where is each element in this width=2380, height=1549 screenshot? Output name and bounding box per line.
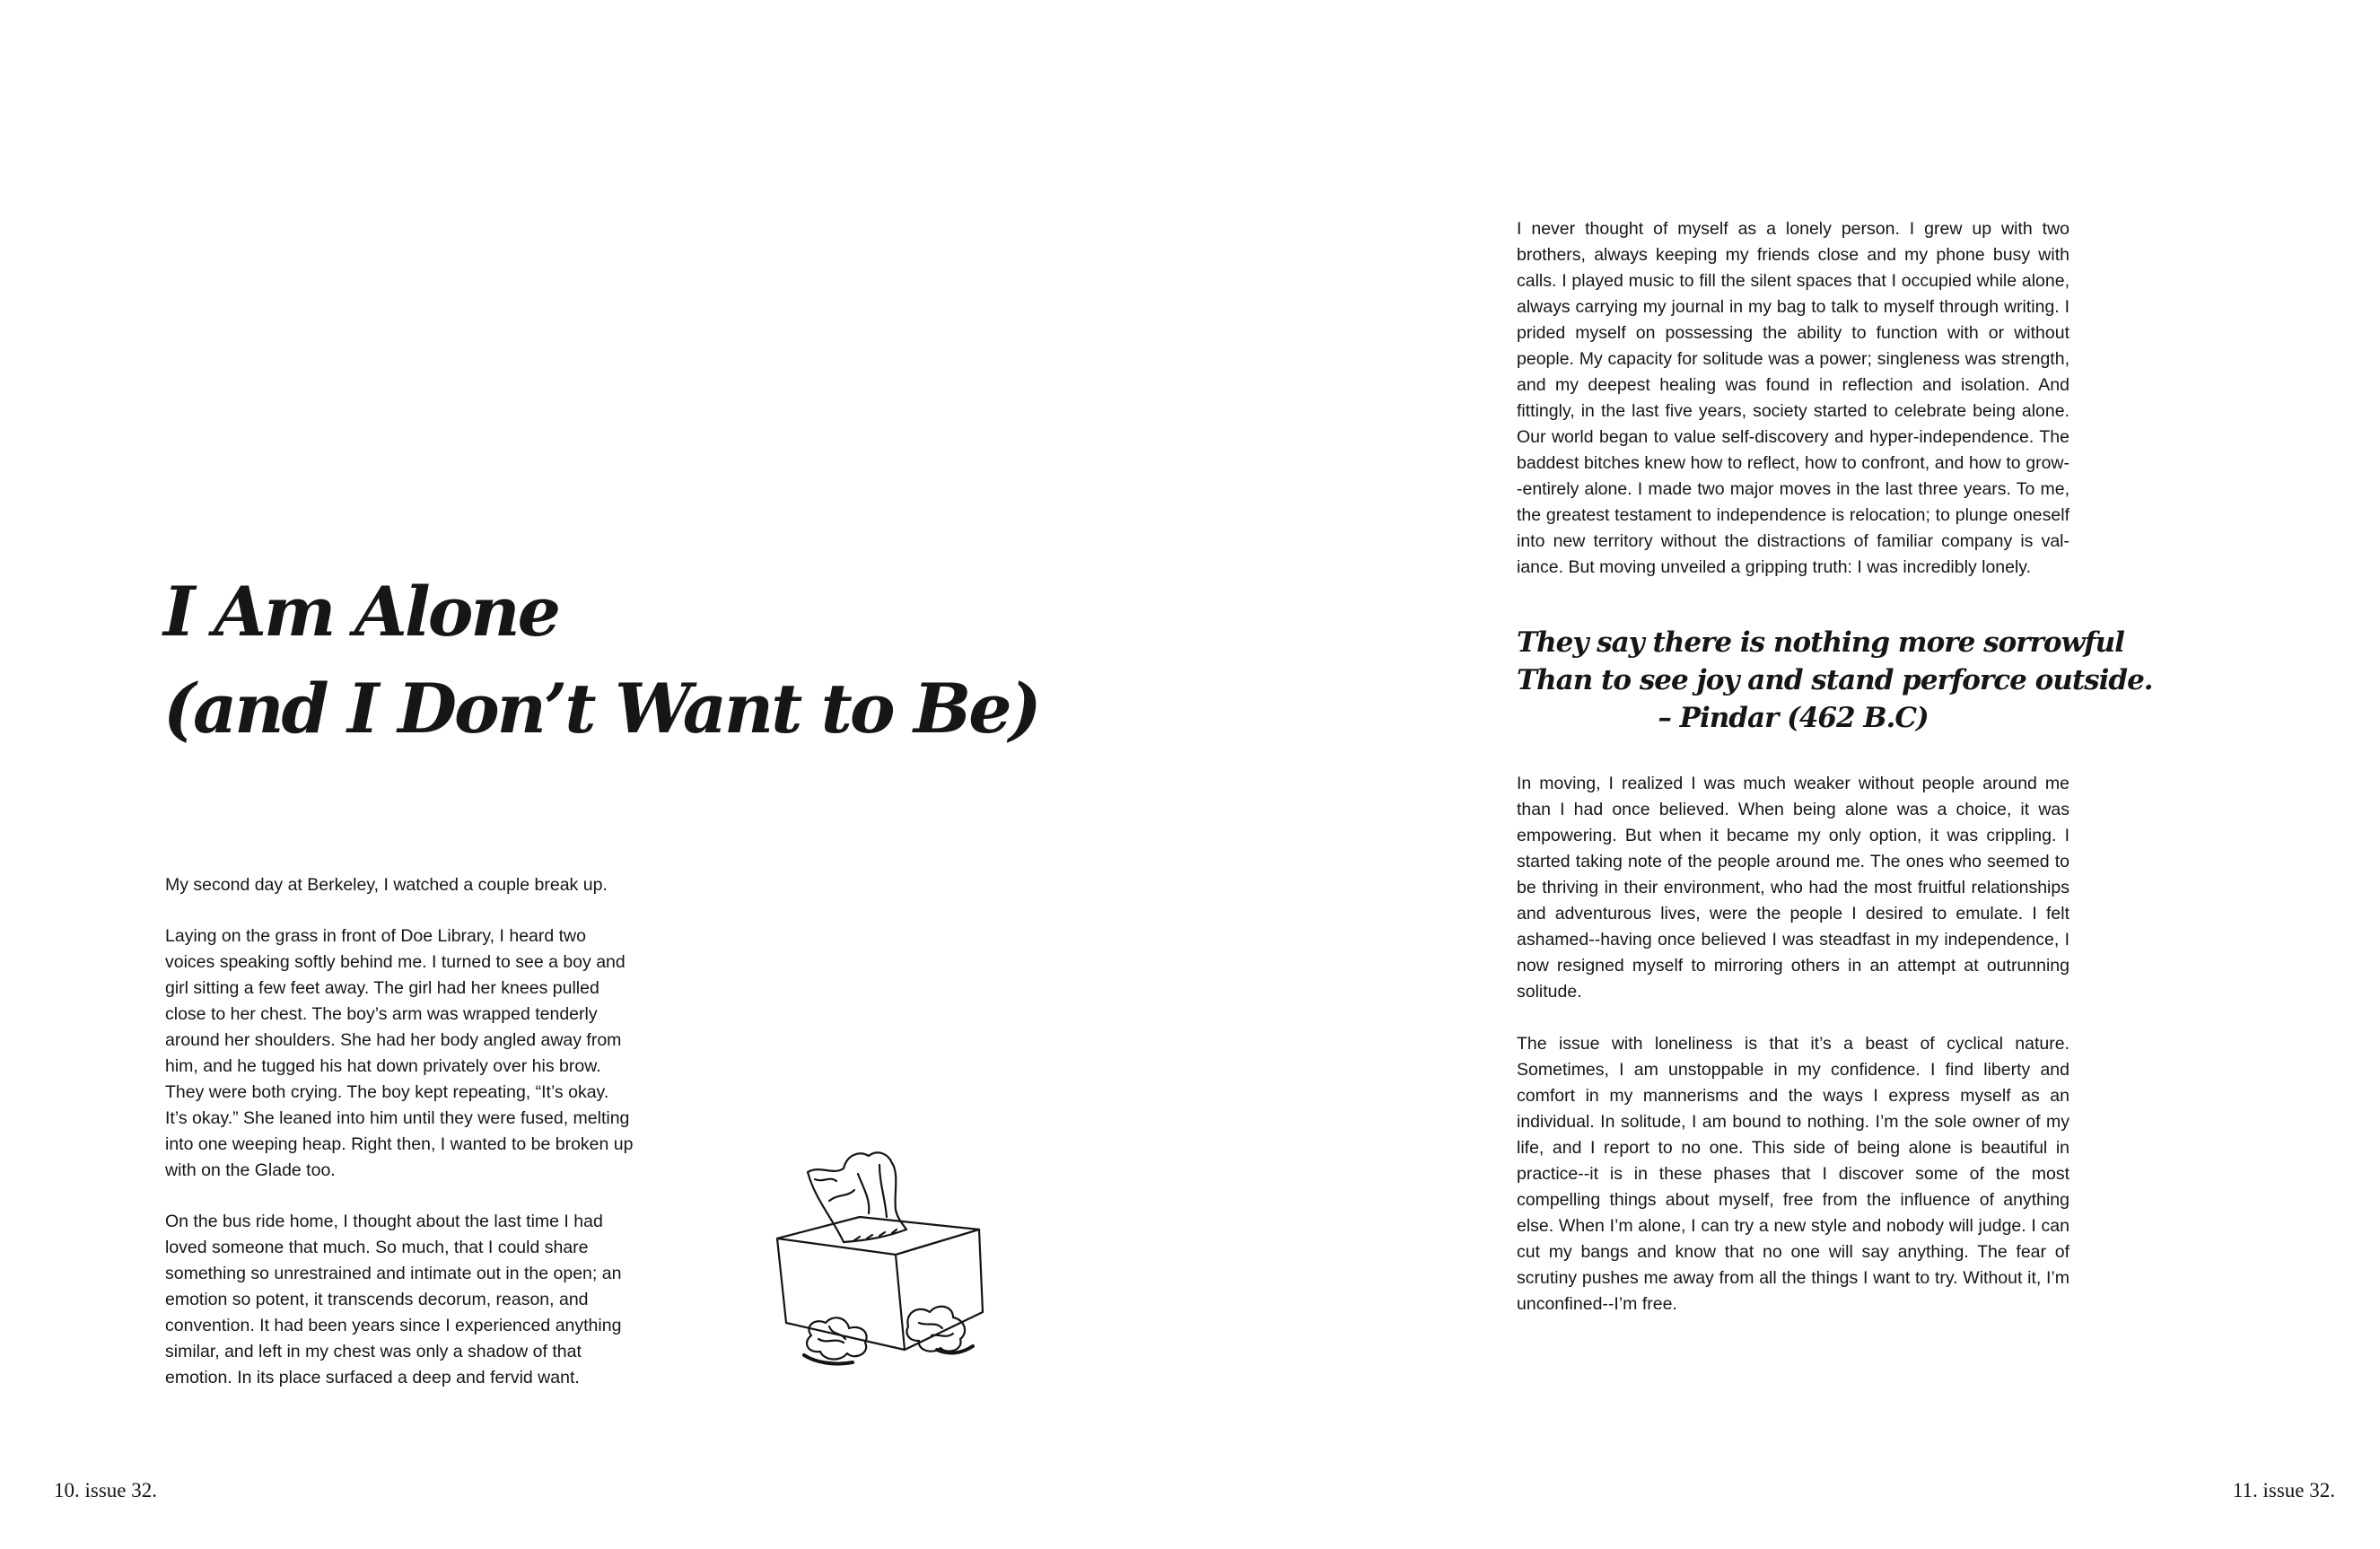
left-paragraph-1: My second day at Berkeley, I watched a couple break up. (165, 875, 608, 895)
tissue-box-icon (761, 1147, 1021, 1407)
right-paragraph-2: In moving, I realized I was much weaker without people around me than I had once believed. When being alone was a choice, it was empowering. But when it became my only option, it was crippling. I started taking note of the people around me. The ones who seemed to be thriving in their environment, who had the most fruitful relationships and adventurous lives, were the people I desired to emulate. I felt ashamed--having once believed I was steadfast in my independence, I now resigned myself to mirroring others in an attempt at outrunning solitude. (1517, 774, 2069, 1002)
title-line-1: I Am Alone (163, 572, 558, 652)
right-text-column (1517, 216, 2153, 1317)
article-title (163, 564, 1061, 757)
right-paragraph-1: I never thought of myself as a lonely person. I grew up with two brothers, always keeping my friends close and my phone busy with calls. I played music to fill the silent spaces that I occupied while alone, always carrying my journal in my bag to talk to myself through writing. I prided myself on possessing the ability to function with or without people. My capacity for solitude was a power; singleness was strength, and my deepest healing was found in reflection and isolation. And fittingly, in the last five years, society started to celebrate being alone. Our world began to value self-discovery and hyper-independence. The baddest bitches knew how to reflect, how to confront, and how to grow--entirely alone. I made two major moves in the last three years. To me, the greatest testament to independence is relocation; to plunge oneself into new territory without the distractions of familiar company is valiance. But moving unveiled a gripping truth: I was incredibly lonely. (1517, 219, 2069, 577)
left-paragraph-3: On the bus ride home, I thought about the last time I had loved someone that much. So much, that I could share something so unrestrained and intimate out in the open; an emotion so potent, it transcends decorum, reason, and convention. It had been years since I experienced anything similar, and left in my chest was only a shadow of that emotion. In its place surfaced a deep and fervid want. (165, 1212, 622, 1387)
page-number-left: 10. issue 32. (54, 1479, 157, 1501)
pull-quote (1517, 624, 2153, 737)
quote-line-1: They say there is nothing more sorrowful (1517, 626, 2124, 659)
right-paragraph-3: The issue with loneliness is that it’s a beast of cyclical nature. Sometimes, I am unstoppable in my confidence. I find liberty and comfort in my mannerisms and the ways I express myself as an individual. In solitude, I am bound to nothing. I’m the sole owner of my life, and I report to no one. This side of being alone is beautiful in practice--it is in these phases that I discover some of the most compelling things about myself, free from the influence of anything else. When I’m alone, I can try a new style and nobody will judge. I can cut my bangs and know that no one will say anything. The fear of scrutiny pushes me away from all the things I want to try. Without it, I’m unconfined--I’m free. (1517, 1034, 2069, 1314)
quote-attribution: – Pindar (462 B.C) (1658, 702, 1929, 734)
left-text-column (165, 872, 635, 1416)
left-paragraph-2: Laying on the grass in front of Doe Library, I heard two voices speaking softly behind me. I turned to see a boy and girl sitting a few feet away. The girl had her knees pulled close to her chest. The boy’s arm was wrapped tenderly around her shoulders. She had her body angled away from him, and he tugged his hat down privately over his brow. They were both crying. The boy kept repeating, “It’s okay. It’s okay.” She leaned into him until they were fused, melting into one weeping heap. Right then, I wanted to be broken up with on the Glade too. (165, 926, 634, 1180)
quote-line-2: Than to see joy and stand perforce outside. (1517, 664, 2153, 696)
title-line-2: (and I Don’t Want to Be) (163, 669, 1039, 748)
page-number-right: 11. issue 32. (2232, 1479, 2335, 1501)
